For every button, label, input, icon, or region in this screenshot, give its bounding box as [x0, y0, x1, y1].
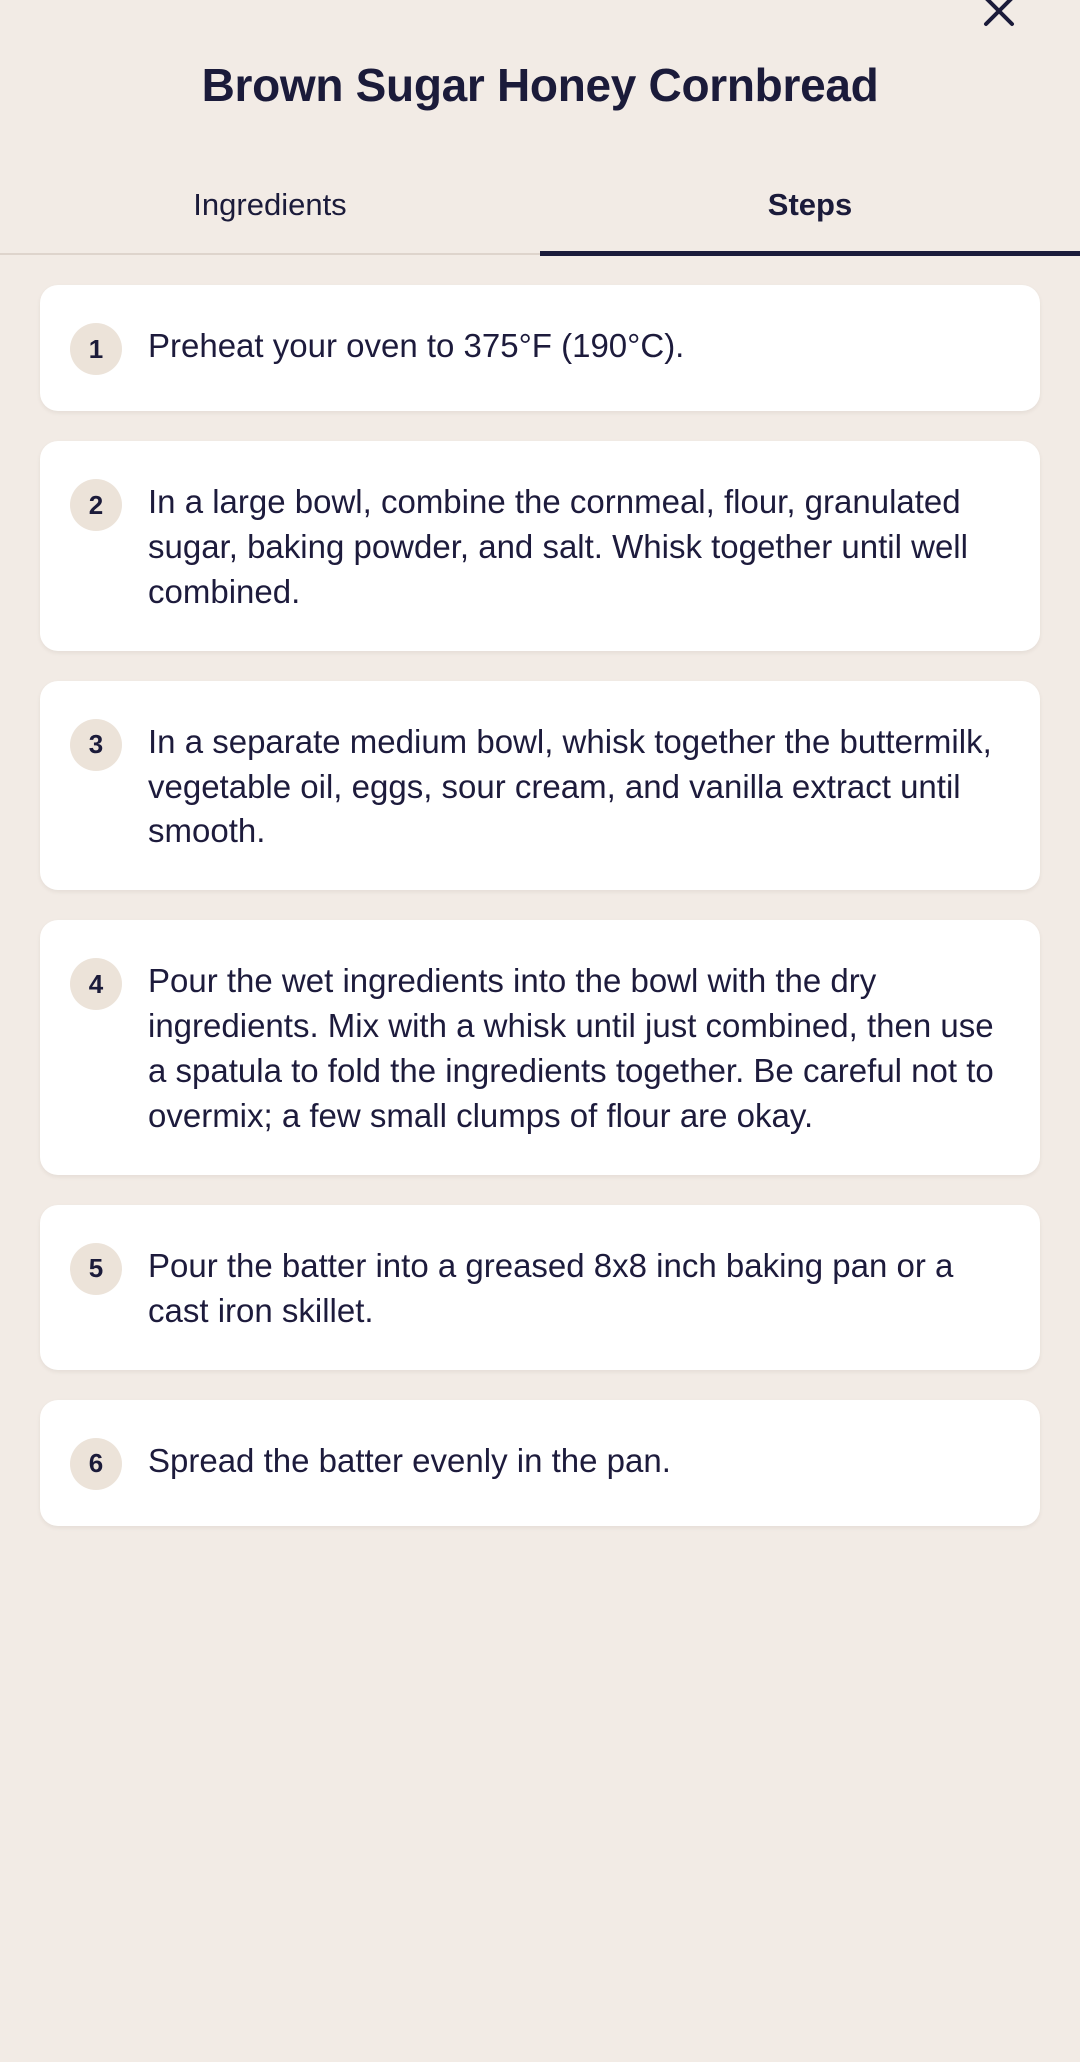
step-item[interactable] [40, 1205, 1040, 1370]
step-item[interactable] [40, 681, 1040, 891]
tab-steps[interactable]: Steps [540, 165, 1080, 256]
step-item[interactable] [40, 441, 1040, 651]
step-text: Preheat your oven to 375°F (190°C). [148, 327, 685, 364]
tab-bar [0, 162, 1080, 255]
step-text: Pour the wet ingredients into the bowl with the dry ingredients. Mix with a whisk until just combined, then use a spatula to fold the ingredients together. Be careful not to overmix; a few small clumps of flour are okay. [148, 962, 994, 1134]
step-number-badge: 2 [70, 479, 122, 531]
step-item[interactable] [40, 1400, 1040, 1526]
step-text: Pour the batter into a greased 8x8 inch baking pan or a cast iron skillet. [148, 1246, 954, 1329]
step-text: Spread the batter evenly in the pan. [148, 1441, 671, 1479]
step-item[interactable] [40, 285, 1040, 411]
step-number-badge: 3 [70, 719, 122, 771]
step-text: In a separate medium bowl, whisk together the buttermilk, vegetable oil, eggs, sour cream, and vanilla extract until smooth. [148, 722, 992, 850]
steps-list [0, 255, 1080, 1526]
step-number-badge: 4 [70, 958, 122, 1010]
tab-ingredients[interactable]: Ingredients [193, 187, 347, 222]
step-number-badge: 1 [70, 323, 122, 375]
step-item[interactable] [40, 920, 1040, 1175]
step-number-badge: 5 [70, 1243, 122, 1295]
step-text: In a large bowl, combine the cornmeal, flour, granulated sugar, baking powder, and salt. Whisk together until well combined. [148, 483, 968, 610]
page-title: Brown Sugar Honey Cornbread [201, 59, 879, 111]
close-icon[interactable] [970, 0, 1028, 40]
step-number-badge: 6 [70, 1438, 122, 1490]
